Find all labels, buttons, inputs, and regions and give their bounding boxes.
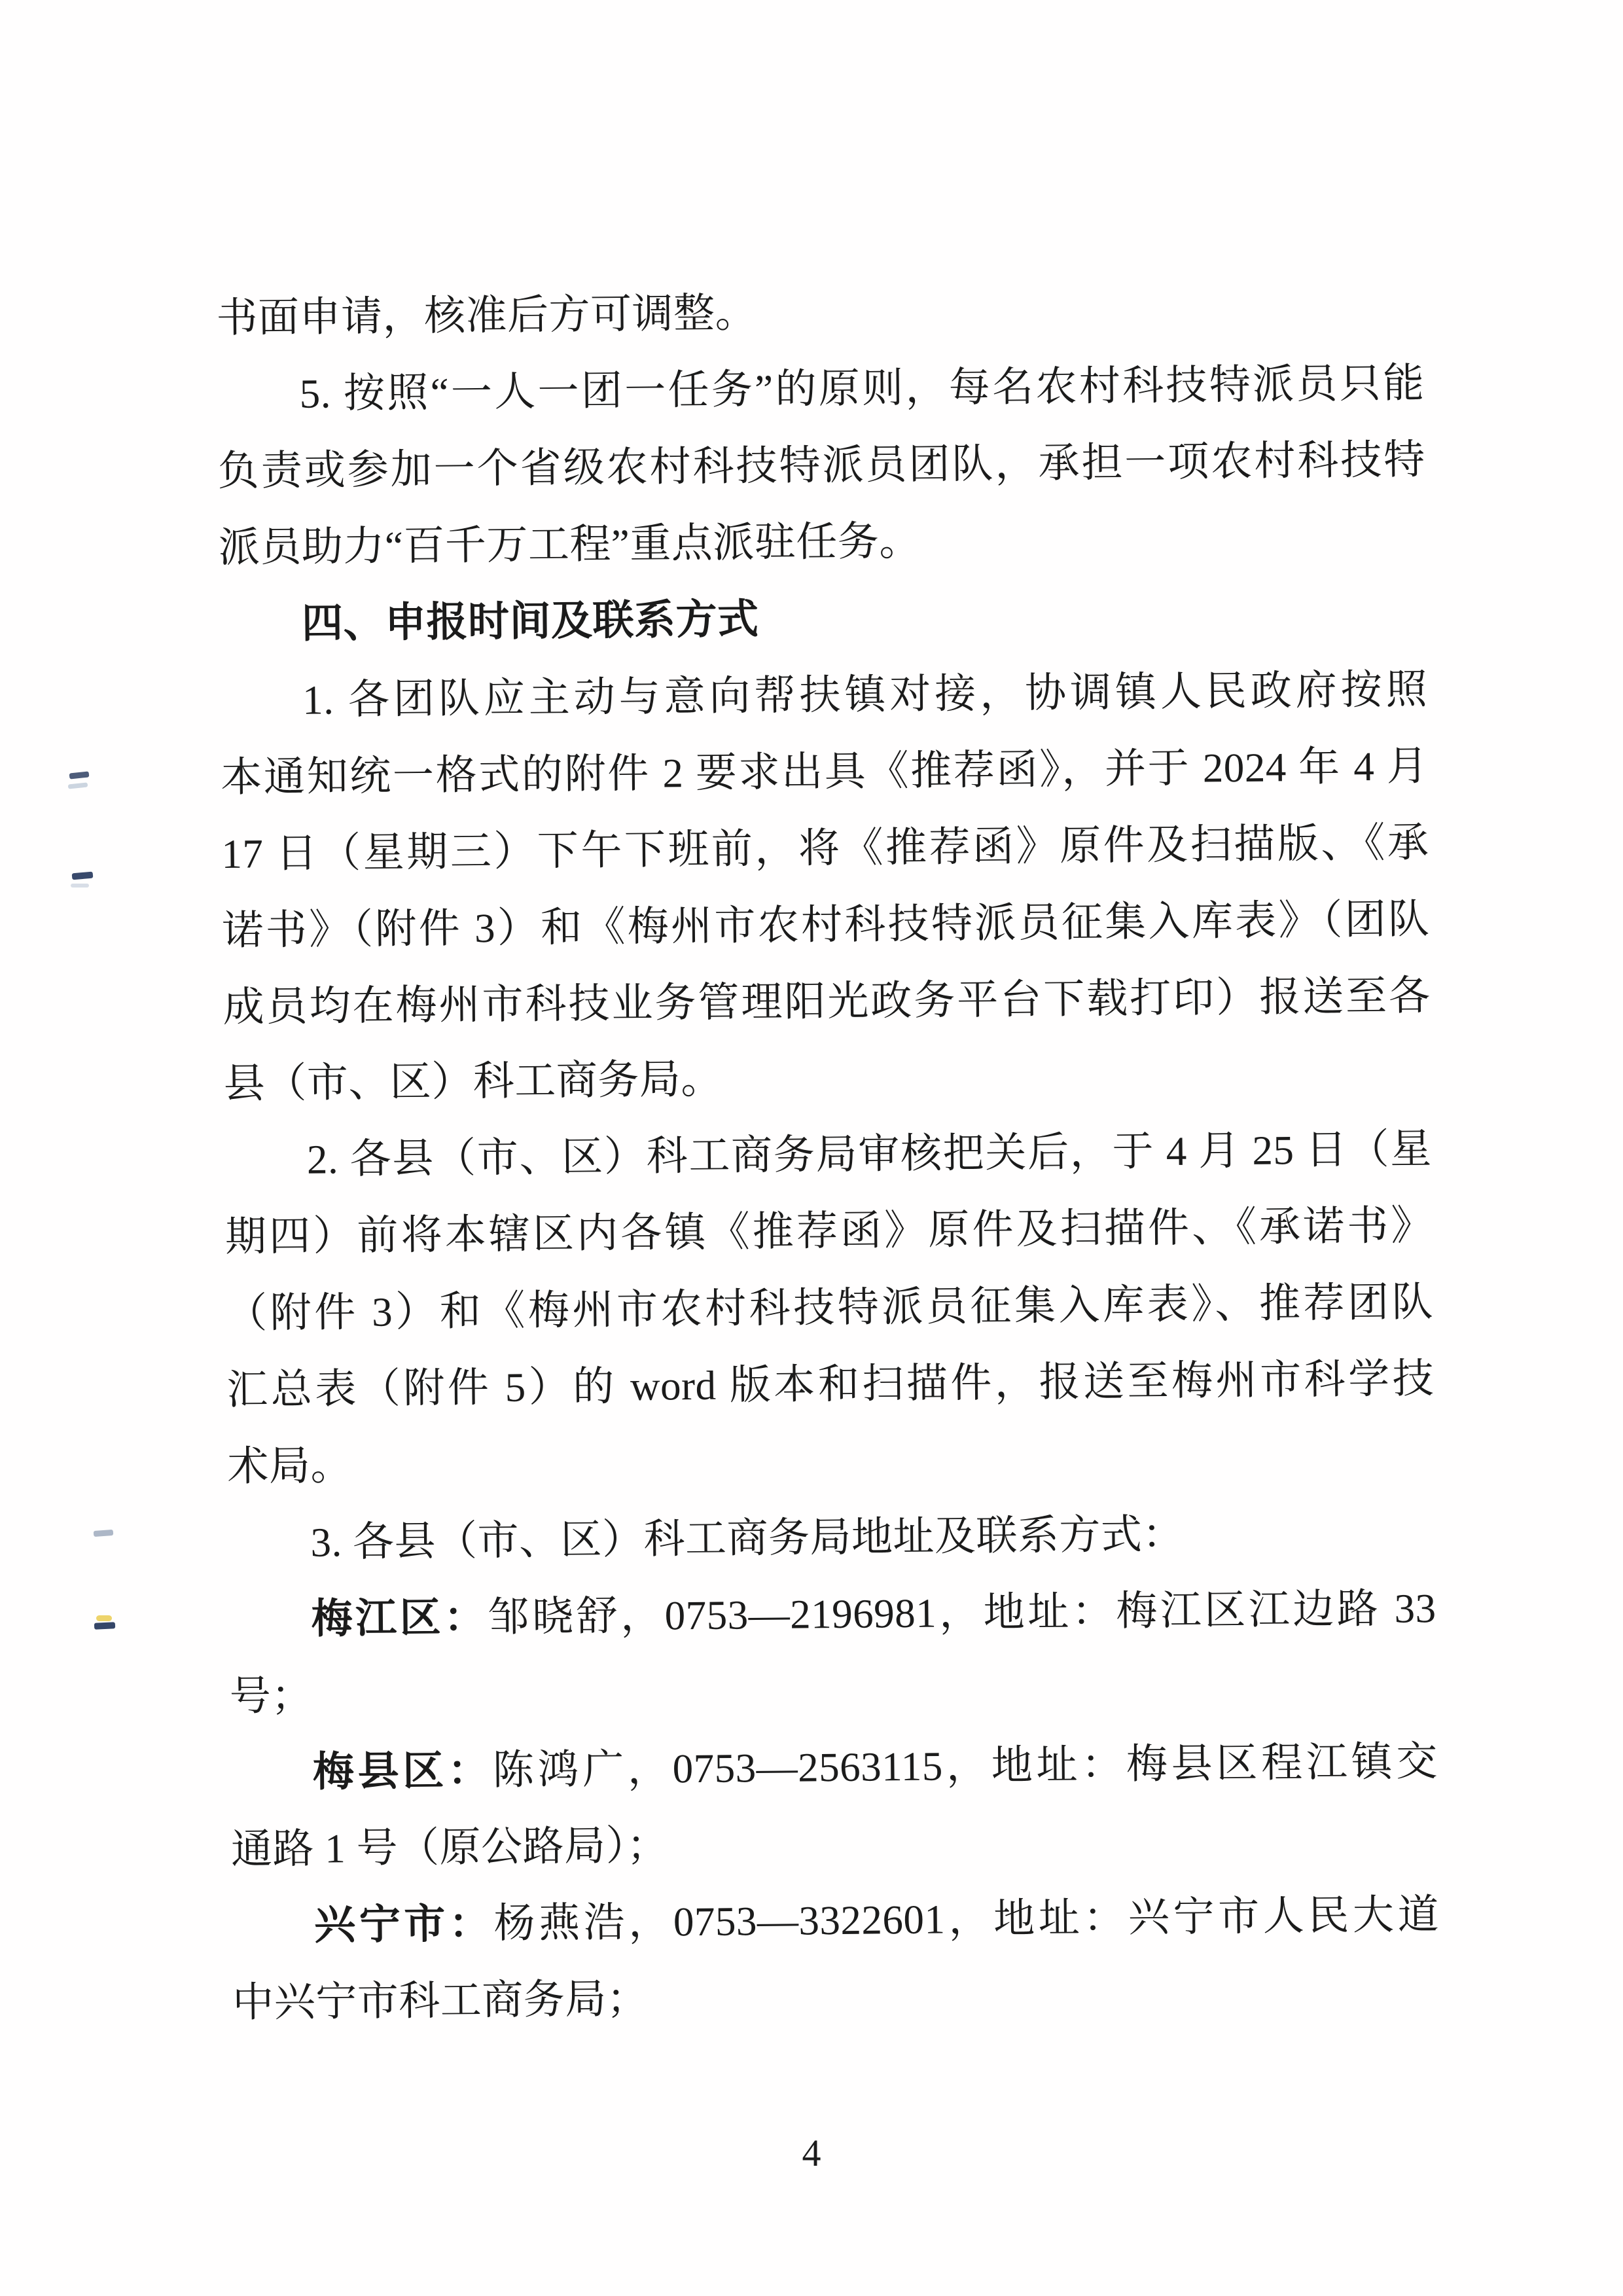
- line-text: 1. 各团队应主动与意向帮扶镇对接，协调镇人民政府按照: [302, 666, 1428, 723]
- contact-info: 陈鸿广，0753—2563115，地址：梅县区程江镇交: [492, 1738, 1438, 1794]
- text-line: [230, 1800, 1438, 1888]
- line-text: 号；: [229, 1672, 313, 1719]
- line-text: 术局。: [227, 1443, 353, 1490]
- text-line: [228, 1494, 1436, 1582]
- contact-info: 杨燕浩，0753—3322601，地址：兴宁市人民大道: [493, 1892, 1440, 1947]
- scan-artifact: [68, 782, 88, 789]
- scan-artifact: [69, 771, 90, 779]
- line-text: 派员助力“百千万工程”重点派驻任务。: [218, 518, 921, 571]
- text-line: [217, 345, 1425, 433]
- line-text: 书面申请，核准后方可调整。: [216, 290, 757, 341]
- text-line: [221, 804, 1429, 893]
- scan-artifact: [94, 1530, 114, 1537]
- scan-artifact: [96, 1615, 112, 1621]
- text-line: [224, 1187, 1433, 1276]
- contact-meijiang-line: [228, 1570, 1436, 1659]
- text-line: [223, 958, 1431, 1046]
- scan-artifact: [94, 1622, 115, 1630]
- contact-district-label: 兴宁市：: [313, 1901, 494, 1948]
- text-line: [218, 498, 1426, 586]
- heading-text: 四、申报时间及联系方式: [301, 596, 759, 647]
- text-line: [229, 1647, 1437, 1735]
- line-text: 成员均在梅州市科技业务管理阳光政务平台下载打印）报送至各: [223, 973, 1431, 1030]
- contact-xingning-line: [232, 1876, 1440, 1965]
- text-line: [217, 422, 1425, 510]
- text-line: [220, 651, 1428, 740]
- text-line: [227, 1417, 1435, 1505]
- line-text: 本通知统一格式的附件 2 要求出具《推荐函》，并于 2024 年 4 月: [220, 743, 1429, 800]
- text-line: [216, 268, 1424, 357]
- line-text: （附件 3）和《梅州市农村科技特派员征集入库表》、推荐团队: [225, 1279, 1434, 1336]
- contact-meixian-line: [230, 1723, 1438, 1812]
- scan-artifact: [72, 872, 94, 880]
- line-text: 负责或参加一个省级农村科技特派员团队，承担一项农村科技特: [217, 437, 1426, 494]
- document-body: [216, 268, 1440, 2041]
- text-line: [232, 1953, 1440, 2041]
- contact-district-label: 梅江区：: [311, 1594, 489, 1642]
- line-text: 县（市、区）科工商务局。: [223, 1056, 723, 1107]
- line-text: 期四）前将本辖区内各镇《推荐函》原件及扫描件、《承诺书》: [224, 1202, 1433, 1260]
- page-number: 4: [802, 2132, 821, 2174]
- line-text: 3. 各县（市、区）科工商务局地址及联系方式：: [310, 1511, 1185, 1566]
- text-line: [221, 728, 1429, 816]
- line-text: 诺书》（附件 3）和《梅州市农村科技特派员征集入库表》（团队: [222, 896, 1430, 954]
- line-text: 中兴宁市科工商务局；: [232, 1975, 649, 2026]
- text-line: [222, 881, 1430, 969]
- text-line: [226, 1340, 1435, 1429]
- line-text: 2. 各县（市、区）科工商务局审核把关后，于 4 月 25 日（星: [306, 1126, 1433, 1183]
- line-text: 5. 按照“一人一团一任务”的原则，每名农村科技特派员只能: [299, 360, 1425, 417]
- scan-artifact: [71, 884, 89, 888]
- section-heading: [219, 575, 1427, 663]
- line-text: 通路 1 号（原公路局）；: [230, 1822, 669, 1873]
- text-line: [226, 1264, 1434, 1352]
- contact-district-label: 梅县区：: [312, 1748, 493, 1795]
- line-text: 汇总表（附件 5）的 word 版本和扫描件，报送至梅州市科学技: [226, 1355, 1435, 1413]
- line-text: 17 日（星期三）下午下班前，将《推荐函》原件及扫描版、《承: [221, 819, 1429, 877]
- text-line: [223, 1034, 1431, 1122]
- contact-info: 邹晓舒，0753—2196981，地址：梅江区江边路 33: [488, 1585, 1436, 1641]
- text-line: [224, 1111, 1432, 1199]
